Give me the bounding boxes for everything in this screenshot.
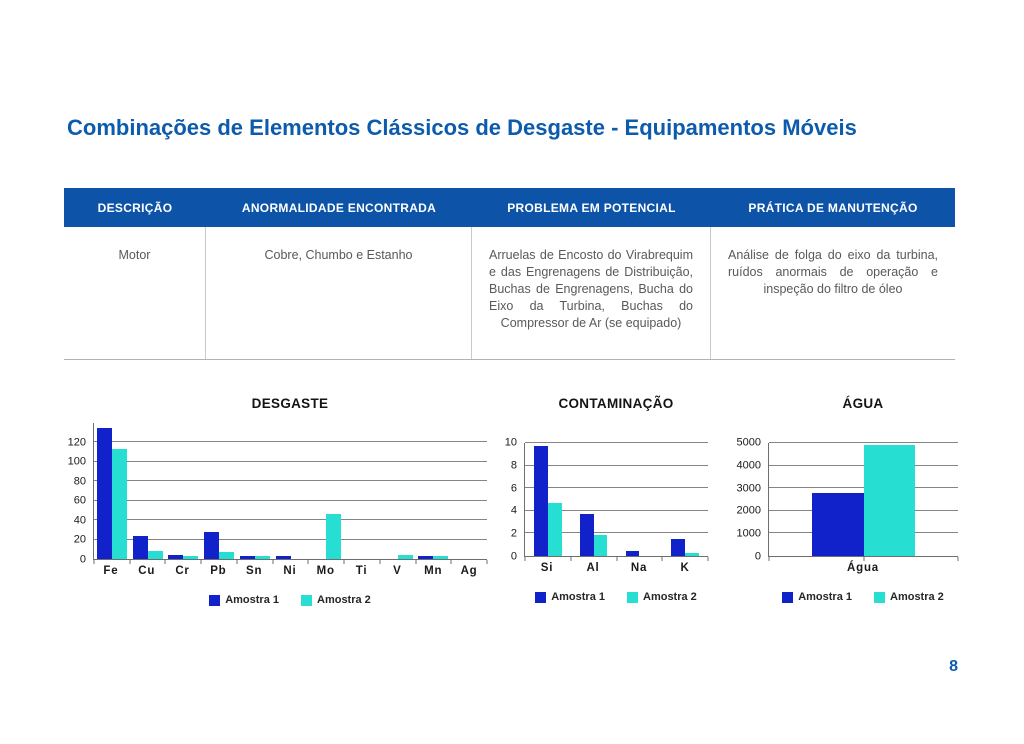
y-axis-tick-label: 0 (754, 550, 761, 563)
bar-amostra-1-cr (168, 555, 183, 559)
x-axis-tick (570, 557, 571, 561)
x-axis-tick (165, 560, 166, 564)
bar-amostra-1-al (580, 514, 594, 556)
y-axis-tick-label: 4 (510, 504, 517, 517)
bar-amostra-1-cu (133, 536, 148, 559)
bar-group-mo (308, 423, 344, 559)
bar-amostra-2-sn (255, 556, 270, 559)
x-axis-tick (308, 560, 309, 564)
bar-amostra-2-cu (148, 551, 163, 559)
bar-amostra-2-cr (183, 556, 198, 559)
x-axis-label: Cr (175, 565, 190, 577)
x-axis-tick (201, 560, 202, 564)
bar-amostra-2-água (864, 445, 915, 556)
chart-legend (768, 591, 958, 603)
x-axis-tick (487, 560, 488, 564)
plot-region (93, 423, 487, 560)
page-number: 8 (949, 658, 958, 675)
bar-amostra-1-mn (418, 556, 433, 559)
x-axis-label: Al (586, 562, 600, 574)
legend-item (782, 591, 852, 603)
x-axis-tick (236, 560, 237, 564)
table-row (64, 227, 955, 360)
y-axis-tick-label: 120 (67, 436, 86, 449)
x-axis-label: Sn (246, 565, 263, 577)
x-axis-label: Pb (210, 565, 227, 577)
y-axis-tick-label: 60 (73, 494, 86, 507)
x-axis-label: Ti (355, 565, 368, 577)
y-axis-tick-label: 100 (67, 455, 86, 468)
x-axis-label: Água (847, 562, 879, 574)
bar-amostra-1-água (812, 493, 863, 556)
cell-descricao: Motor (64, 227, 206, 359)
x-axis-labels (768, 562, 958, 574)
y-axis-tick-label: 0 (510, 550, 517, 563)
bar-amostra-2-fe (112, 449, 127, 559)
bar-group-sn (237, 423, 273, 559)
bar-group-fe (94, 423, 130, 559)
chart-plot-area (502, 436, 708, 563)
y-axis-labels (502, 436, 524, 563)
chart-legend (93, 594, 487, 606)
y-axis-labels (729, 436, 768, 563)
cell-pratica: Análise de folga do eixo da turbina, ruídos anormais de operação e inspeção do filtro de óleo (728, 248, 938, 296)
chart-title-agua: ÁGUA (842, 396, 884, 411)
x-axis-tick (616, 557, 617, 561)
x-axis-tick (708, 557, 709, 561)
legend-label: Amostra 1 (225, 594, 279, 606)
y-axis-tick-label: 2 (510, 527, 517, 540)
x-axis-label: K (680, 562, 690, 574)
chart-contaminacao (502, 396, 708, 603)
chart-legend (524, 591, 708, 603)
bar-amostra-2-k (685, 553, 699, 556)
legend-item (301, 594, 371, 606)
table-header-pratica: PRÁTICA DE MANUTENÇÃO (748, 200, 918, 215)
plot-region (524, 443, 708, 557)
y-axis-tick-label: 40 (73, 514, 86, 527)
bar-group-ag (451, 423, 487, 559)
y-axis-tick-label: 1000 (736, 527, 761, 540)
y-axis-tick-label: 2000 (736, 504, 761, 517)
bar-amostra-2-mn (433, 556, 448, 559)
cell-problema: Arruelas de Encosto do Virabrequim e das Engrenagens de Distribuição, Buchas de Engrenagens, Bucha do Eixo da Turbina, Buchas do Compressor de Ar (se equipado) (472, 227, 711, 359)
plot-region (768, 443, 958, 557)
bar-group-na (617, 443, 663, 556)
x-axis-tick (344, 560, 345, 564)
legend-label: Amostra 2 (317, 594, 371, 606)
chart-agua (729, 396, 958, 603)
y-axis-tick-label: 5000 (736, 436, 761, 449)
x-axis-tick (863, 557, 864, 561)
bar-group-si (525, 443, 571, 556)
x-axis-tick (769, 557, 770, 561)
x-axis-label: Si (540, 562, 554, 574)
y-axis-tick-label: 6 (510, 482, 517, 495)
bar-amostra-2-si (548, 503, 562, 556)
legend-label: Amostra 1 (798, 591, 852, 603)
y-axis-tick-label: 0 (79, 553, 86, 566)
legend-item (209, 594, 279, 606)
x-axis-tick (415, 560, 416, 564)
x-axis-label: Ni (283, 565, 297, 577)
legend-item (627, 591, 697, 603)
bar-group-cr (165, 423, 201, 559)
bar-amostra-1-na (626, 551, 640, 556)
x-axis-label: Cu (138, 565, 156, 577)
legend-label: Amostra 1 (551, 591, 605, 603)
bar-amostra-1-k (671, 539, 685, 556)
x-axis-tick (379, 560, 380, 564)
x-axis-label: Ag (460, 565, 478, 577)
bar-group-v (380, 423, 416, 559)
table-header-row (64, 188, 955, 227)
x-axis-tick (662, 557, 663, 561)
y-axis-tick-label: 10 (504, 436, 517, 449)
x-axis-label: Na (630, 562, 648, 574)
x-axis-tick (272, 560, 273, 564)
bar-group-ni (273, 423, 309, 559)
table-header-problema: PROBLEMA EM POTENCIAL (507, 200, 676, 215)
bar-group-ti (344, 423, 380, 559)
bar-amostra-2-mo (326, 514, 341, 559)
legend-item (874, 591, 944, 603)
bar-amostra-2-v (398, 555, 413, 559)
x-axis-label: Mn (424, 565, 443, 577)
bar-amostra-2-al (594, 535, 608, 556)
bar-group-al (571, 443, 617, 556)
bar-group-pb (201, 423, 237, 559)
chart-plot-area (63, 423, 487, 566)
legend-swatch-icon (627, 592, 638, 603)
x-axis-tick (958, 557, 959, 561)
bar-group-água (769, 443, 958, 556)
x-axis-labels (524, 562, 708, 574)
x-axis-label: Mo (316, 565, 335, 577)
table-header-anormalidade: ANORMALIDADE ENCONTRADA (241, 200, 437, 215)
y-axis-tick-label: 80 (73, 475, 86, 488)
x-axis-tick (129, 560, 130, 564)
legend-swatch-icon (874, 592, 885, 603)
x-axis-label: V (393, 565, 402, 577)
chart-title-contaminacao: CONTAMINAÇÃO (558, 396, 674, 411)
x-axis-tick (525, 557, 526, 561)
bar-amostra-2-pb (219, 552, 234, 559)
legend-swatch-icon (535, 592, 546, 603)
wear-elements-table (64, 188, 955, 360)
legend-label: Amostra 2 (643, 591, 697, 603)
bar-amostra-1-pb (204, 532, 219, 559)
legend-swatch-icon (782, 592, 793, 603)
legend-item (535, 591, 605, 603)
chart-desgaste (63, 396, 487, 606)
y-axis-tick-label: 4000 (736, 459, 761, 472)
legend-swatch-icon (301, 595, 312, 606)
bar-group-k (662, 443, 708, 556)
x-axis-tick (451, 560, 452, 564)
bar-amostra-1-ni (276, 556, 291, 559)
x-axis-tick (94, 560, 95, 564)
table-header-descricao: DESCRIÇÃO (97, 200, 173, 215)
cell-anormalidade: Cobre, Chumbo e Estanho (206, 227, 472, 359)
bar-amostra-1-si (534, 446, 548, 556)
y-axis-tick-label: 3000 (736, 482, 761, 495)
x-axis-labels (93, 565, 487, 577)
bar-amostra-1-sn (240, 556, 255, 559)
chart-title-desgaste: DESGASTE (251, 396, 329, 411)
y-axis-tick-label: 20 (73, 533, 86, 546)
bar-amostra-1-fe (97, 428, 112, 559)
bar-group-mn (416, 423, 452, 559)
legend-swatch-icon (209, 595, 220, 606)
chart-plot-area (729, 436, 958, 563)
x-axis-label: Fe (103, 565, 119, 577)
page-title: Combinações de Elementos Clássicos de Desgaste - Equipamentos Móveis (67, 115, 857, 140)
y-axis-tick-label: 8 (510, 459, 517, 472)
bar-group-cu (130, 423, 166, 559)
y-axis-labels (63, 423, 93, 566)
legend-label: Amostra 2 (890, 591, 944, 603)
